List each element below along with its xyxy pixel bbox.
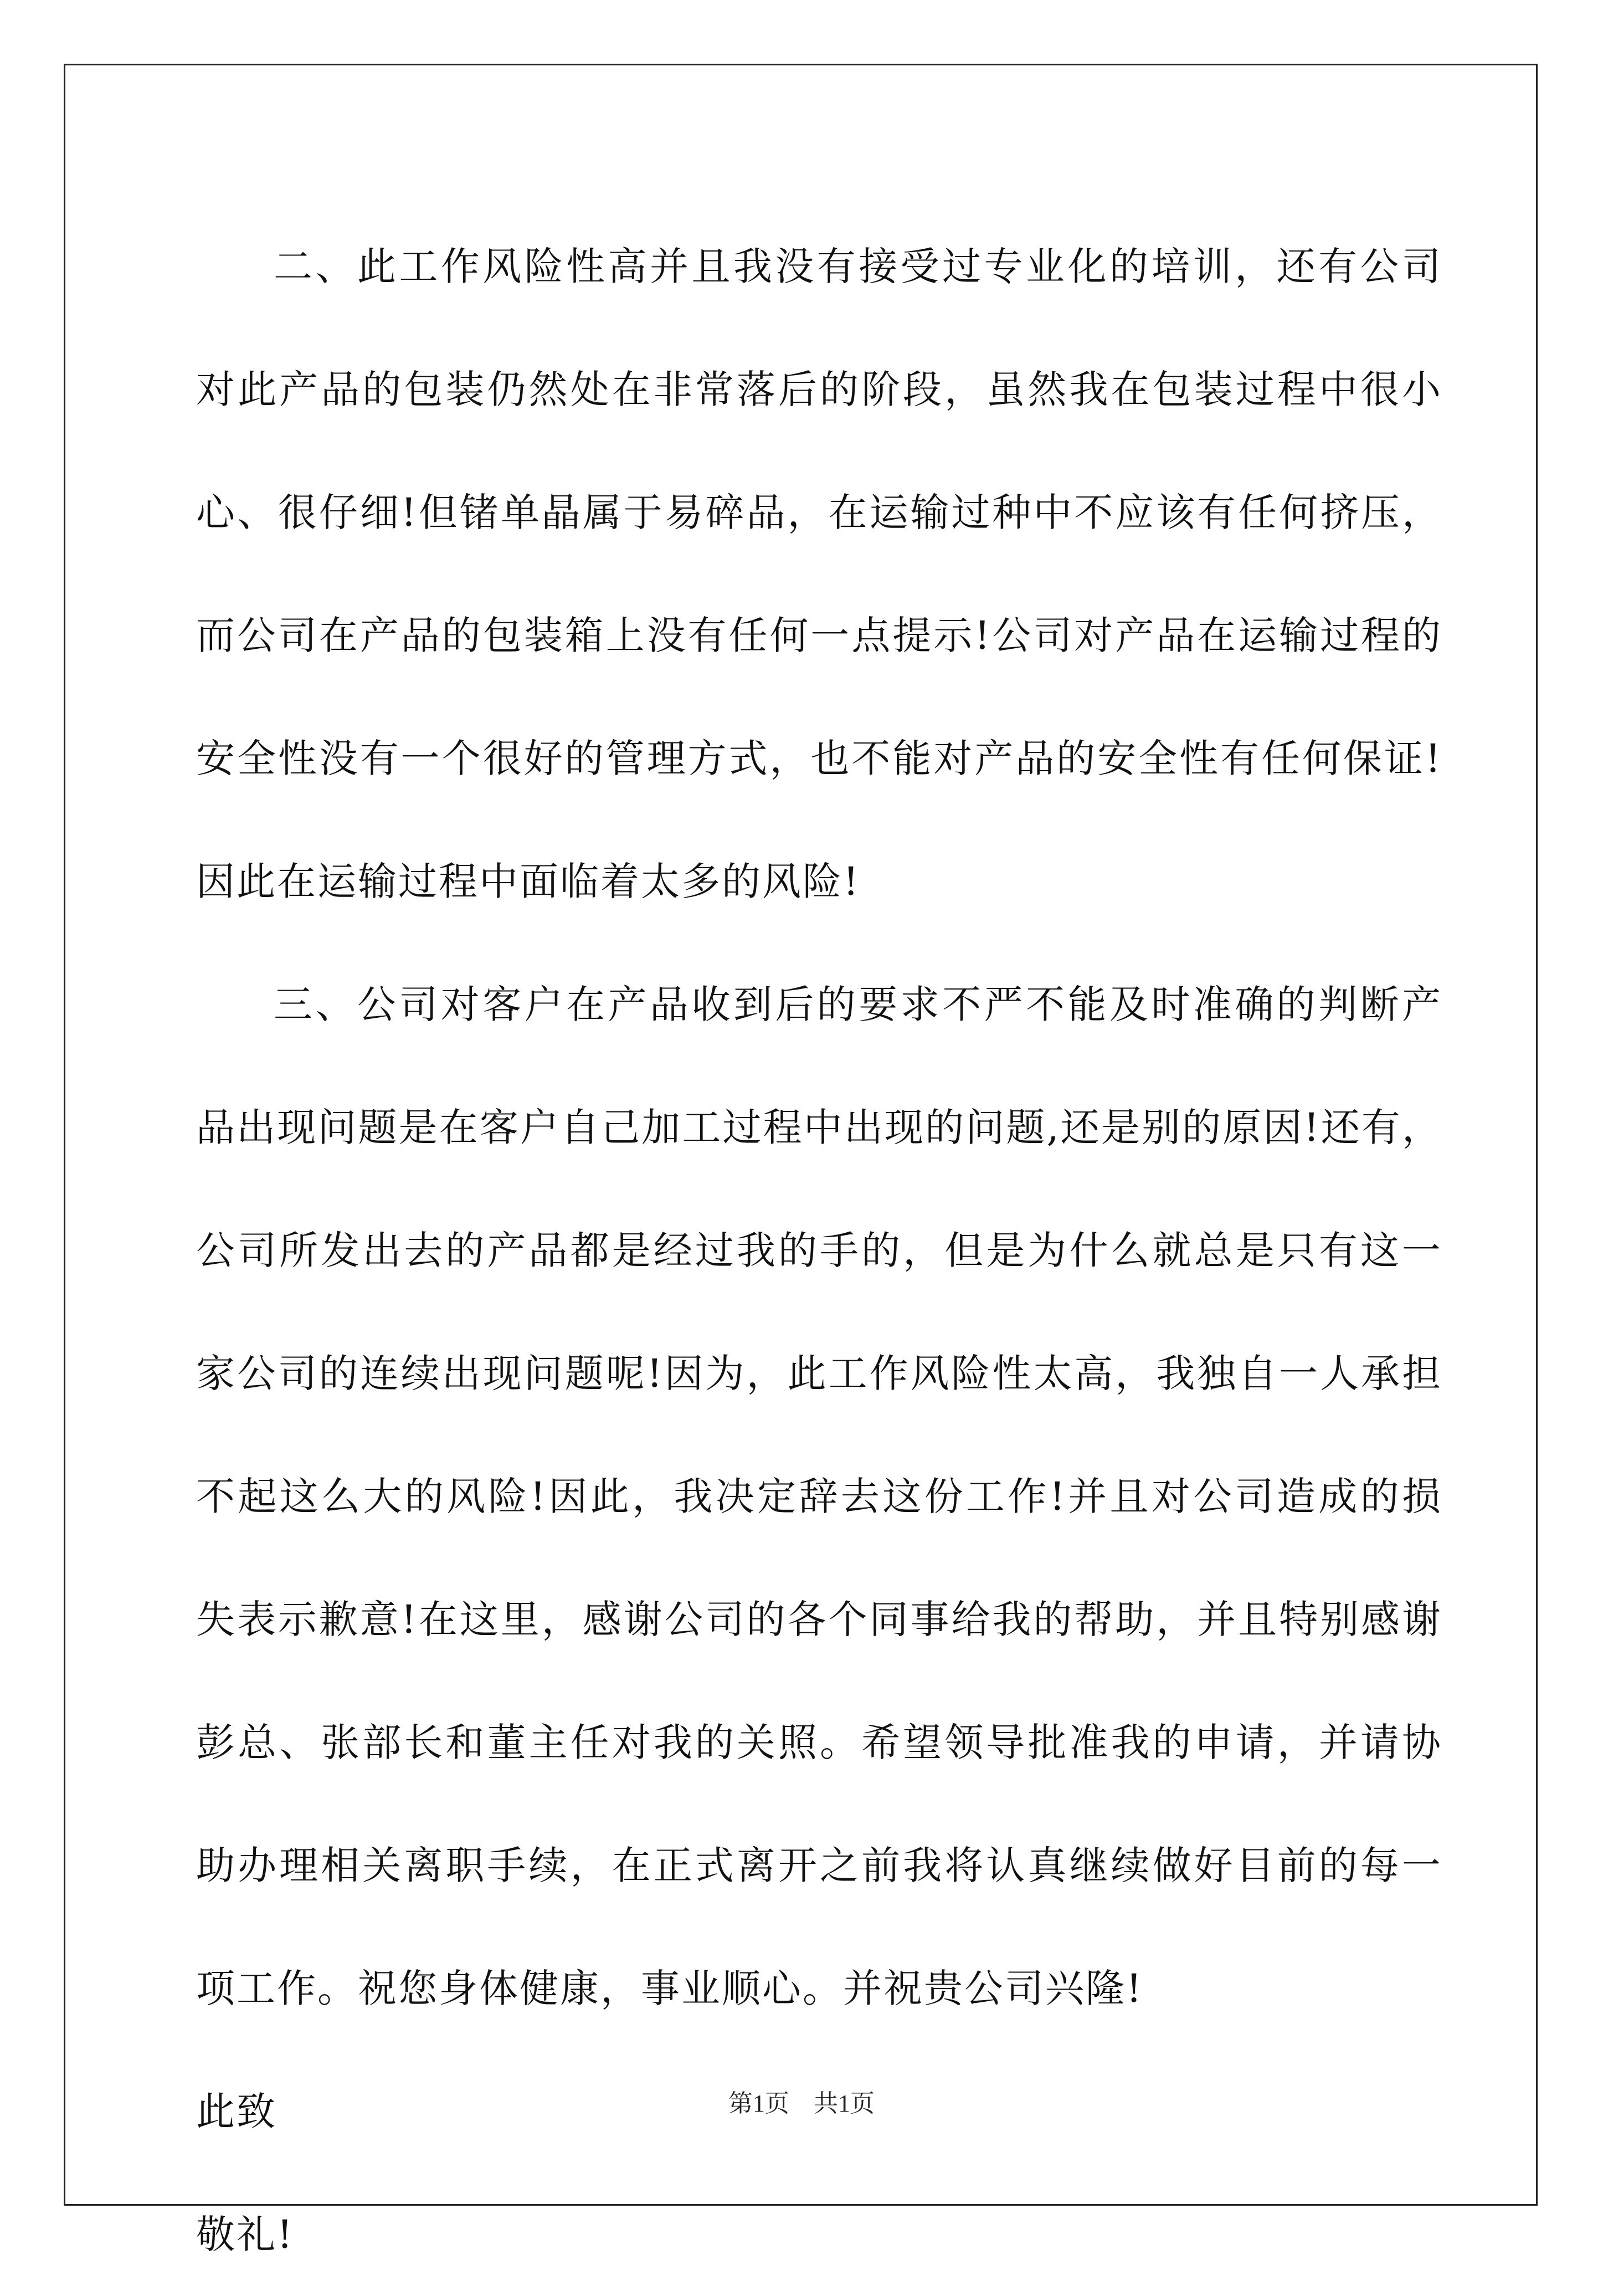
closing-regards: 敬礼! bbox=[196, 2212, 295, 2257]
closing-salutation: 此致 bbox=[196, 2089, 277, 2134]
page-number-footer: 第1页 共1页 bbox=[728, 2090, 875, 2117]
paragraph-3: 三、公司对客户在产品收到后的要求不严不能及时准确的判断产品出现问题是在客户自己加工过程中出现的问题,还是别的原因!还有，公司所发出去的产品都是经过我的手的，但是为什么就总是只有这一家公司的连续出现问题呢!因为，此工作风险性太高，我独自一人承担不起这么大的风险!因此，我决定辞去这份工作!并且对公司造成的损失表示歉意!在这里，感谢公司的各个同事给我的帮助，并且特别感谢彭总、张部长和董主任对我的关照。希望领导批准我的申请，并请协助办理相关离职手续，在正式离开之前我将认真继续做好目前的每一项工作。祝您身体健康，事业顺心。并祝贵公司兴隆! bbox=[196, 982, 1442, 2011]
document-body bbox=[196, 205, 1442, 2296]
paragraph-2: 二、此工作风险性高并且我没有接受过专业化的培训，还有公司对此产品的包装仍然处在非常落后的阶段，虽然我在包装过程中很小心、很仔细!但锗单晶属于易碎品，在运输过种中不应该有任何挤压，而公司在产品的包装箱上没有任何一点提示!公司对产品在运输过程的安全性没有一个很好的管理方式，也不能对产品的安全性有任何保证!因此在运输过程中面临着太多的风险! bbox=[196, 244, 1442, 904]
